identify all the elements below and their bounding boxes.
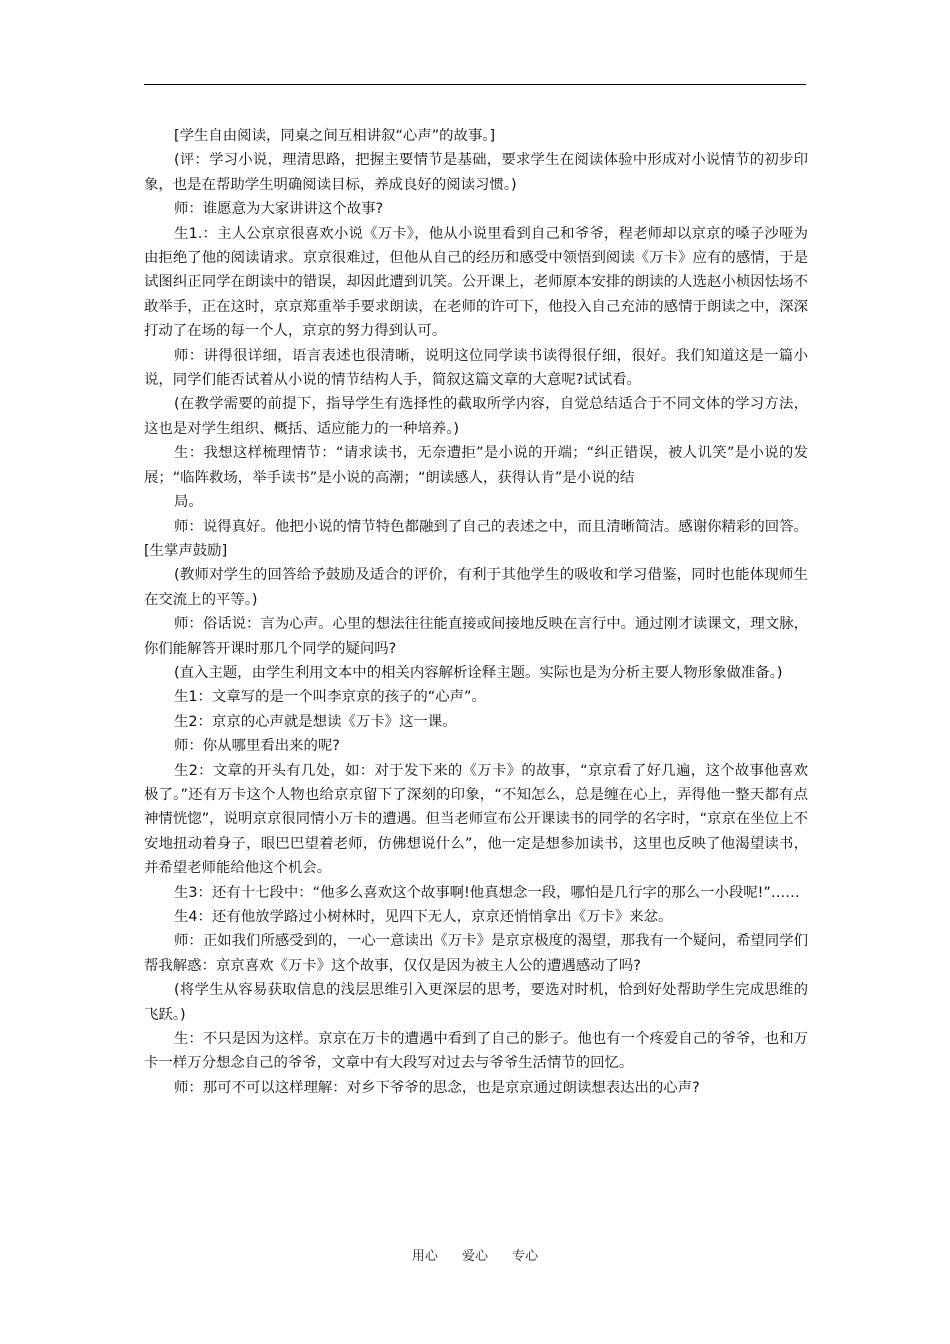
paragraph: (在教学需要的前提下，指导学生有选择性的截取所学内容，自觉总结适合于不同文体的学习方法，这也是对学生组织、概括、适应能力的一种培养。) (144, 396, 808, 437)
paragraph: 师：谁愿意为大家讲讲这个故事? (174, 201, 384, 218)
paragraph: 师：俗话说：言为心声。心里的想法往往能直接或间接地反映在言行中。通过刚才读课文，理文脉，你们能解答开课时那几个同学的疑问吗? (144, 616, 808, 657)
paragraph: (将学生从容易获取信息的浅层思维引入更深层的思考，要选对时机，恰到好处帮助学生完成思维的飞跃。) (144, 982, 808, 1023)
paragraph: [学生自由阅读，同桌之间互相讲叙“心声”的故事。] (174, 128, 496, 144)
paragraph: (评：学习小说，理清思路，把握主要情节是基础，要求学生在阅读体验中形成对小说情节的初步印象，也是在帮助学生明确阅读目标，养成良好的阅读习惯。) (144, 152, 808, 193)
paragraph: 生1.：主人公京京很喜欢小说《万卡》，他从小说里看到自己和爷爷，程老师却以京京的嗓子沙哑为由拒绝了他的阅读请求。京京很难过，但他从自己的经历和感受中领悟到阅读《万卡》应有的感情，于是试图纠正同学在朗读中的错误，却因此遭到讥笑。公开课上，老师原本安排的朗读的人选赵小桢因怯场不敢举手，正在这时，京京郑重举手要求朗读，在老师的许可下，他投入自己充沛的感情于朗读之中，深深打动了在场的每一个人，京京的努力得到认可。 (144, 225, 808, 340)
paragraph: 生1：文章写的是一个叫李京京的孩子的“心声”。 (174, 689, 486, 706)
footer-text: 用心 (411, 1249, 438, 1264)
paragraph: 生4：还有他放学路过小树林时，见四下无人，京京还悄悄拿出《万卡》来忿。 (174, 909, 673, 925)
footer-text: 专心 (512, 1249, 539, 1264)
paragraph: 师：你从哪里看出来的呢? (174, 738, 340, 755)
paragraph: 局。 (174, 494, 203, 511)
paragraph: 师：正如我们所感受到的，一心一意读出《万卡》是京京极度的渴望，那我有一个疑问，希望同学们帮我解惑：京京喜欢《万卡》这个故事，仅仅是因为被主人公的遭遇感动了吗? (144, 933, 808, 974)
paragraph: 师：那可不可以这样理解：对乡下爷爷的思念，也是京京通过朗读想表达出的心声? (174, 1079, 700, 1096)
header-rule (144, 84, 806, 85)
paragraph: 师：说得真好。他把小说的情节特色都融到了自己的表述之中，而且清晰简洁。感谢你精彩的回答。[生掌声鼓励] (144, 518, 808, 559)
paragraph: 生2：京京的心声就是想读《万卡》这一课。 (174, 713, 457, 730)
paragraph: 生3：还有十七段中：“他多么喜欢这个故事啊!他真想念一段，哪怕是几行字的那么一小段呢!”…… (174, 884, 800, 901)
paragraph: 师：讲得很详细，语言表述也很清晰，说明这位同学读书读得很仔细，很好。我们知道这是一篇小说，同学们能否试着从小说的情节结构人手，简叙这篇文章的大意呢?试试看。 (144, 347, 808, 389)
paragraph: 生：不只是因为这样。京京在万卡的遭遇中看到了自己的影子。他也有一个疼爱自己的爷爷，也和万卡一样万分想念自己的爷爷，文章中有大段写对过去与爷爷生活情节的回忆。 (144, 1031, 808, 1072)
paragraph: 生2：文章的开头有几处，如：对于发下来的《万卡》的故事，“京京看了好几遍，这个故事他喜欢极了。”还有万卡这个人物也给京京留下了深刻的印象，“不知怎么，总是缠在心上，弄得他一整天都有点神情恍惚”，说明京京很同情小万卡的遭遇。但当老师宣布公开课读书的同学的名字时，“京京在坐位上不安地扭动着身子，眼巴巴望着老师，仿佛想说什么”，他一定是想参加读书，这里也反映了他渴望读书，并希望老师能给他这个机会。 (144, 762, 808, 877)
document-body (144, 124, 808, 1100)
paragraph: 生：我想这样梳理情节：“请求读书，无奈遭拒”是小说的开端；“纠正错误，被人讥笑”是小说的发展；“临阵救场，举手读书”是小说的高潮；“朗读感人，获得认肯”是小说的结 (144, 445, 808, 486)
page-footer (0, 1247, 950, 1267)
paragraph: (教师对学生的回答给予鼓励及适合的评价，有利于其他学生的吸收和学习借鉴，同时也能体现师生在交流上的平等。) (144, 567, 808, 608)
footer-text: 爱心 (461, 1249, 488, 1264)
paragraph: (直入主题，由学生利用文本中的相关内容解析诠释主题。实际也是为分析主要人物形象做准备。) (174, 664, 783, 681)
